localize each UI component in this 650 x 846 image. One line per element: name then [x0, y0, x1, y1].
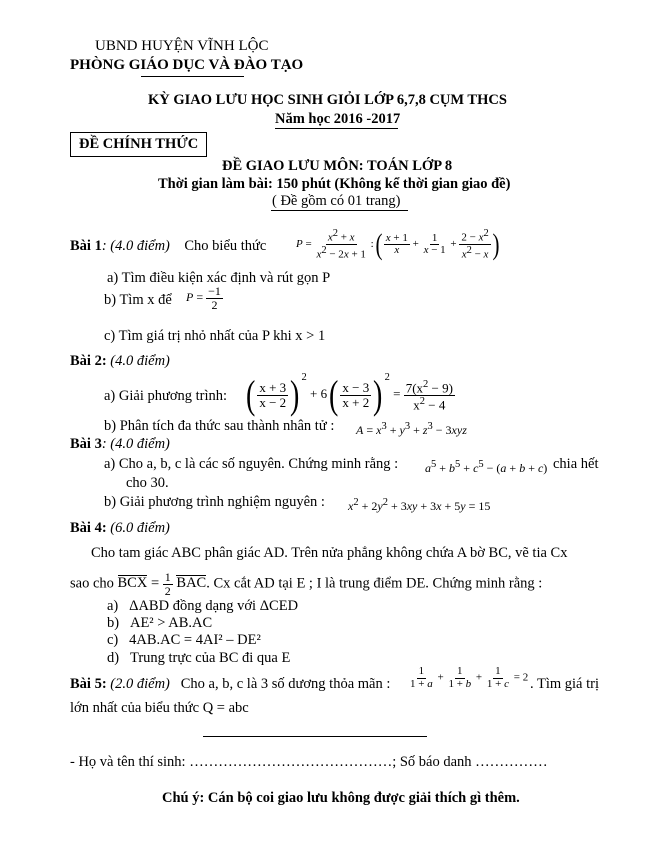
time-limit: Thời gian làm bài: 150 phút (Không kể thời gian giao đề): [158, 176, 511, 192]
bai4-label: Bài 4:: [70, 520, 107, 536]
formula-p: P = $\frac{x^2 + x}{x^2 - 2x + 1}$ :( $\frac{x + 1}{x}$ + $\frac{1}{x - 1}$ + $\frac{2 - x^2}{x^2 - x}$ ): [296, 227, 500, 261]
bai5-intro: Cho a, b, c là 3 số dương thỏa mãn :: [180, 676, 391, 692]
page-count: ( Đề gồm có 01 trang): [272, 193, 401, 209]
bai3-label: Bài 3: [70, 436, 102, 452]
dept-name: PHÒNG GIÁO DỤC VÀ ĐÀO TẠO: [70, 57, 304, 73]
bai4-p2b: . Cx cắt AD tại E ; I là trung điểm DE. Chứng minh rằng :: [206, 575, 543, 592]
bai4-d-marker: d): [107, 650, 120, 666]
bai5-line2: lớn nhất của biểu thức Q = abc: [70, 700, 249, 716]
bai4-d: [107, 650, 290, 667]
formula-polynomial: $A = x^3 + y^3 + z^3 - 3xyz$: [356, 421, 467, 437]
bai2-points: (4.0 điểm): [110, 353, 170, 369]
bai4-p2: sao cho BCX = $\frac{1}{2}$ BAC. Cx cắt AD tại E ; I là trung điểm DE. Chứng minh rằng :: [70, 570, 543, 598]
bai4-a: [107, 598, 298, 615]
bai1-b: b) Tìm x để: [104, 292, 172, 308]
bai4-p1: Cho tam giác ABC phân giác AD. Trên nửa phẳng không chứa A bờ BC, vẽ tia Cx: [91, 545, 568, 561]
bai2-b: b) Phân tích đa thức sau thành nhân tử :: [104, 418, 335, 434]
bai4-a-marker: a): [107, 598, 119, 614]
bai3-b: b) Giải phương trình nghiệm nguyên :: [104, 494, 325, 510]
bai1-intro: Cho biểu thức: [184, 238, 267, 254]
bai4-p2a: sao cho: [70, 575, 114, 592]
bai5-heading: [70, 676, 390, 693]
bai2-heading: [70, 353, 170, 370]
header-divider: [141, 76, 244, 77]
bai5-tail: . Tìm giá trị: [530, 676, 600, 692]
bai4-a-text: ΔABD đồng dạng với ΔCED: [129, 598, 299, 614]
bai3-a: a) Cho a, b, c là các số nguyên. Chứng minh rằng :: [104, 456, 399, 472]
bai4-c: [107, 632, 261, 649]
bai1-heading: [70, 238, 266, 255]
bai1-points: : (4.0 điểm): [101, 238, 170, 254]
bai3-points: : (4.0 điểm): [101, 436, 170, 452]
subject-title: ĐỀ GIAO LƯU MÔN: TOÁN LỚP 8: [222, 158, 453, 174]
contest-title: KỲ GIAO LƯU HỌC SINH GIỎI LỚP 6,7,8 CỤM THCS: [148, 92, 507, 108]
school-year: Năm học 2016 -2017: [275, 111, 401, 127]
bai5-points: (2.0 điểm): [110, 676, 170, 692]
org-name: UBND HUYỆN VĨNH LỘC: [95, 38, 269, 54]
official-stamp: ĐỀ CHÍNH THỨC: [70, 132, 207, 157]
bai1-a: a) Tìm điều kiện xác định và rút gọn P: [107, 270, 331, 286]
bai4-b-text: AE² > AB.AC: [129, 615, 213, 631]
formula-equation: ( $\frac{x + 3}{x - 2}$ ) $^2$ + 6( $\frac{x - 3}{x + 2}$ ) $^2$ = $\frac{7(x^2 - 9)}{x^2 - 4}$: [245, 372, 453, 418]
bai4-c-text: 4AB.AC = 4AI² – DE²: [129, 632, 261, 648]
bai2-a: a) Giải phương trình:: [104, 388, 228, 404]
bai4-heading: [70, 520, 170, 537]
formula-diophantine: $x^2 + 2y^2 + 3xy + 3x + 5y = 15$: [348, 497, 491, 513]
footer-note: Chú ý: Cán bộ coi giao lưu không được giải thích gì thêm.: [162, 790, 520, 806]
formula-p-value: P = $\frac{-1}{2}$: [186, 284, 221, 312]
bai4-d-text: Trung trực của BC đi qua E: [129, 650, 291, 666]
bai4-b-marker: b): [107, 615, 120, 631]
bai3-a-cont: cho 30.: [126, 475, 169, 491]
candidate-info: - Họ và tên thí sinh: ……………………………………; Số báo danh ……………: [70, 754, 548, 770]
bai1-c: c) Tìm giá trị nhỏ nhất của P khi x > 1: [104, 328, 326, 344]
pages-underline: [271, 210, 408, 211]
formula-condition: $\frac{1}{1 + a}$ + $\frac{1}{1 + b}$ + $\frac{1}{1 + c}$ = 2: [410, 665, 529, 690]
bai1-label: Bài 1: [70, 238, 102, 254]
formula-powers: $a^5 + b^5 + c^5 - (a + b + c)$: [425, 459, 548, 475]
bai3-heading: [70, 436, 170, 453]
content-divider: [203, 736, 427, 737]
bai4-points: (6.0 điểm): [110, 520, 170, 536]
bai2-label: Bài 2:: [70, 353, 107, 369]
bai3-a-tail: chia hết: [553, 456, 599, 472]
bai5-label: Bài 5:: [70, 676, 107, 692]
bai4-b: [107, 615, 212, 632]
bai4-c-marker: c): [107, 632, 119, 648]
year-underline: [275, 128, 398, 129]
